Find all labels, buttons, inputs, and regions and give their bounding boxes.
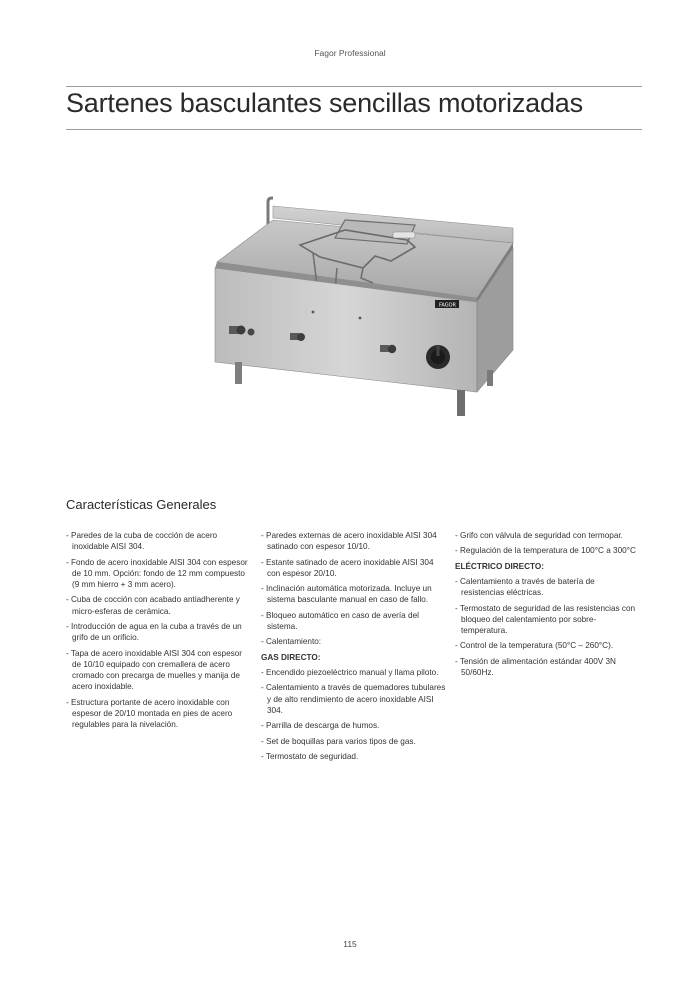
feature-item: - Encendido piezoeléctrico manual y llama piloto. (261, 667, 439, 677)
title-top-rule (66, 86, 642, 87)
feature-item: - Cuba de cocción con acabado antiadherente y micro-esferas de cerámica. (66, 595, 240, 616)
feature-item: - Paredes externas de acero inoxidable AISI 304 satinado con espesor 10/10. (261, 531, 437, 552)
feature-item: - Parrilla de descarga de humos. (261, 721, 380, 731)
feature-item: - Paredes de la cuba de cocción de acero inoxidable AISI 304. (66, 531, 218, 552)
feature-item: - Calentamiento a través de batería de resistencias eléctricas. (455, 576, 595, 598)
brand-header: Fagor Professional (314, 48, 386, 58)
valve-right (380, 345, 396, 353)
feature-item: - Tensión de alimentación estándar 400V 3N 50/60Hz. (455, 656, 616, 677)
feature-item: - Estructura portante de acero inoxidable con espesor de 20/10 montada en pies de acero regulables para la nivelación. (66, 697, 233, 729)
feature-item: - Fondo de acero inoxidable AISI 304 con espesor de 10 mm. Opción: fondo de 12 mm compuesto (9 mm hierro + 3 mm acero). (66, 557, 248, 589)
feature-item: - Termostato de seguridad de las resistencias con bloqueo del calentamiento por sobre-temperatura. (455, 603, 636, 635)
feature-item: - Calentamiento a través de quemadores tubulares y de alto rendimiento de acero inoxidable AISI 304. (261, 683, 446, 715)
feature-item: - Inclinación automática motorizada. Incluye un sistema basculante manual en caso de fallo. (261, 584, 432, 605)
feature-subheading: GAS DIRECTO: (261, 652, 321, 662)
feature-item: - Set de boquillas para varios tipos de gas. (261, 736, 416, 746)
page-number: 115 (343, 939, 357, 949)
control-knob (426, 345, 450, 369)
feature-item: - Estante satinado de acero inoxidable AISI 304 con espesor 20/10. (261, 557, 434, 578)
fryer-body (215, 198, 513, 416)
features-column-3 (455, 530, 640, 682)
feature-item: - Calentamiento: (261, 637, 322, 647)
product-image (195, 150, 515, 440)
feature-item: - Control de la temperatura (50°C – 260°C). (455, 641, 614, 651)
features-column-2 (261, 530, 446, 766)
features-column-1 (66, 530, 251, 734)
section-title: Características Generales (66, 497, 217, 512)
feature-item: - Regulación de la temperatura de 100°C a 300°C (455, 546, 636, 556)
valve-middle (290, 333, 305, 341)
feature-item: - Grifo con válvula de seguridad con termopar. (455, 531, 623, 540)
feature-item: - Termostato de seguridad. (261, 751, 359, 761)
feature-item: - Introducción de agua en la cuba a través de un grifo de un orificio. (66, 621, 242, 643)
feature-subheading: ELÉCTRICO DIRECTO: (455, 561, 545, 571)
feature-item: - Tapa de acero inoxidable AISI 304 con espesor de 10/10 equipado con cremallera de acero cromado con precarga de muelles y manija de acero inoxidable. (66, 648, 242, 692)
title-bottom-rule (66, 129, 642, 130)
brand-logo: FAGOR (439, 302, 457, 309)
page-title: Sartenes basculantes sencillas motorizadas (66, 88, 583, 118)
feature-item: - Bloqueo automático en caso de avería del sistema. (261, 610, 419, 631)
